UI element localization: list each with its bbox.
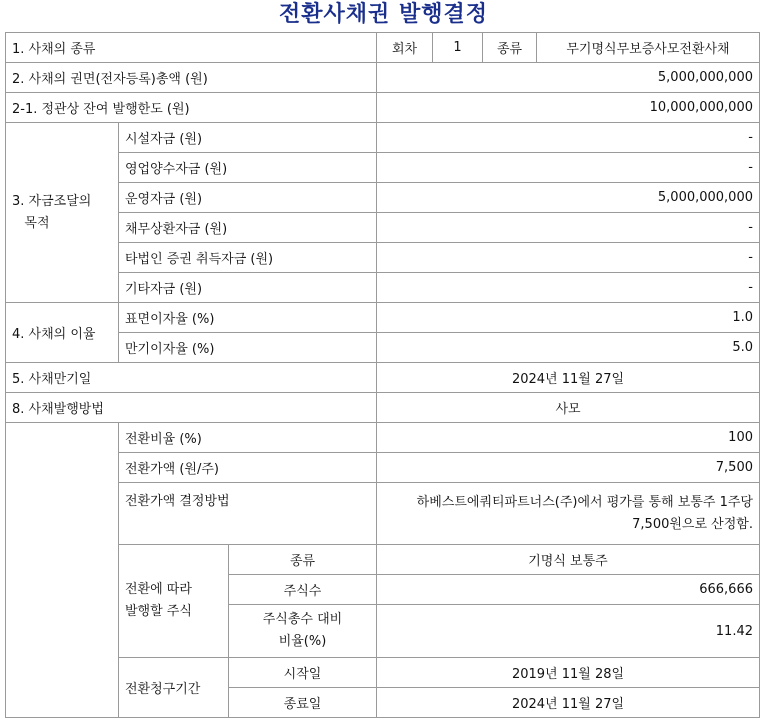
row-fund-purpose-2 (6, 153, 760, 183)
shares-count-value: 666,666 (377, 575, 760, 605)
row-maturity (6, 363, 760, 393)
row-price-method (6, 483, 760, 545)
period-label: 전환청구기간 (119, 658, 229, 718)
shares-kind-label: 종류 (229, 545, 377, 575)
interest-item-value: 1.0 (377, 303, 760, 333)
row-period-start (6, 658, 760, 688)
conversion-ratio-value: 100 (377, 423, 760, 453)
fund-item-label: 영업양수자금 (원) (119, 153, 377, 183)
issue-method-value: 사모 (377, 393, 760, 423)
bond-type-label: 1. 사채의 종류 (6, 33, 377, 63)
row-interest-2 (6, 333, 760, 363)
total-amount-label: 2. 사채의 권면(전자등록)총액 (원) (6, 63, 377, 93)
fund-purpose-label-line2: 목적 (24, 215, 50, 231)
row-fund-purpose-4 (6, 213, 760, 243)
row-conversion-price (6, 453, 760, 483)
shares-ratio-label-line1: 주식총수 대비 (262, 612, 343, 627)
conversion-section-label (6, 423, 119, 718)
fund-purpose-label-line1: 3. 자금조달의 (12, 193, 92, 209)
fund-item-label: 채무상환자금 (원) (119, 213, 377, 243)
fund-item-value: - (377, 273, 760, 303)
page-title: 전환사채권 발행결정 (279, 1, 488, 27)
fund-item-value: - (377, 243, 760, 273)
issue-method-label: 8. 사채발행방법 (6, 393, 377, 423)
price-method-value: 하베스트에쿼티파트너스(주)에서 평가를 통해 보통주 1주당 7,500원으로 산정함. (377, 483, 760, 545)
maturity-label: 5. 사채만기일 (6, 363, 377, 393)
row-issue-method (6, 393, 760, 423)
fund-item-value: - (377, 213, 760, 243)
issue-limit-label: 2-1. 정관상 잔여 발행한도 (원) (6, 93, 377, 123)
period-end-label: 종료일 (229, 688, 377, 718)
row-bond-type (6, 33, 760, 63)
maturity-value: 2024년 11월 27일 (377, 363, 760, 393)
fund-item-label: 타법인 증권 취득자금 (원) (119, 243, 377, 273)
shares-label-line1: 전환에 따라 (125, 582, 192, 597)
row-shares-kind (6, 545, 760, 575)
interest-item-label: 만기이자율 (%) (119, 333, 377, 363)
row-fund-purpose-3 (6, 183, 760, 213)
interest-label: 4. 사채의 이율 (6, 303, 119, 363)
shares-ratio-label-line2: 비율(%) (278, 634, 327, 649)
period-end-value: 2024년 11월 27일 (377, 688, 760, 718)
fund-item-label: 기타자금 (원) (119, 273, 377, 303)
shares-label (119, 545, 229, 658)
fund-item-value: - (377, 153, 760, 183)
row-fund-purpose-6 (6, 273, 760, 303)
disclosure-table (5, 32, 760, 718)
row-fund-purpose-5 (6, 243, 760, 273)
row-issue-limit (6, 93, 760, 123)
period-start-value: 2019년 11월 28일 (377, 658, 760, 688)
fund-item-value: - (377, 123, 760, 153)
conversion-ratio-label: 전환비율 (%) (119, 423, 377, 453)
kind-label: 종류 (483, 33, 537, 63)
shares-ratio-label (229, 605, 377, 658)
shares-count-label: 주식수 (229, 575, 377, 605)
row-interest-1 (6, 303, 760, 333)
conversion-price-value: 7,500 (377, 453, 760, 483)
conversion-price-label: 전환가액 (원/주) (119, 453, 377, 483)
shares-ratio-value: 11.42 (377, 605, 760, 658)
interest-item-value: 5.0 (377, 333, 760, 363)
fund-item-label: 운영자금 (원) (119, 183, 377, 213)
issue-limit-value: 10,000,000,000 (377, 93, 760, 123)
interest-item-label: 표면이자율 (%) (119, 303, 377, 333)
price-method-label: 전환가액 결정방법 (119, 483, 377, 545)
period-start-label: 시작일 (229, 658, 377, 688)
fund-item-label: 시설자금 (원) (119, 123, 377, 153)
row-total-amount (6, 63, 760, 93)
round-label: 회차 (377, 33, 433, 63)
fund-item-value: 5,000,000,000 (377, 183, 760, 213)
fund-purpose-label (6, 123, 119, 303)
kind-value: 무기명식무보증사모전환사채 (537, 33, 760, 63)
row-conversion-ratio (6, 423, 760, 453)
row-fund-purpose-1 (6, 123, 760, 153)
shares-label-line2: 발행할 주식 (125, 604, 192, 619)
total-amount-value: 5,000,000,000 (377, 63, 760, 93)
round-value: 1 (433, 33, 483, 63)
shares-kind-value: 기명식 보통주 (377, 545, 760, 575)
